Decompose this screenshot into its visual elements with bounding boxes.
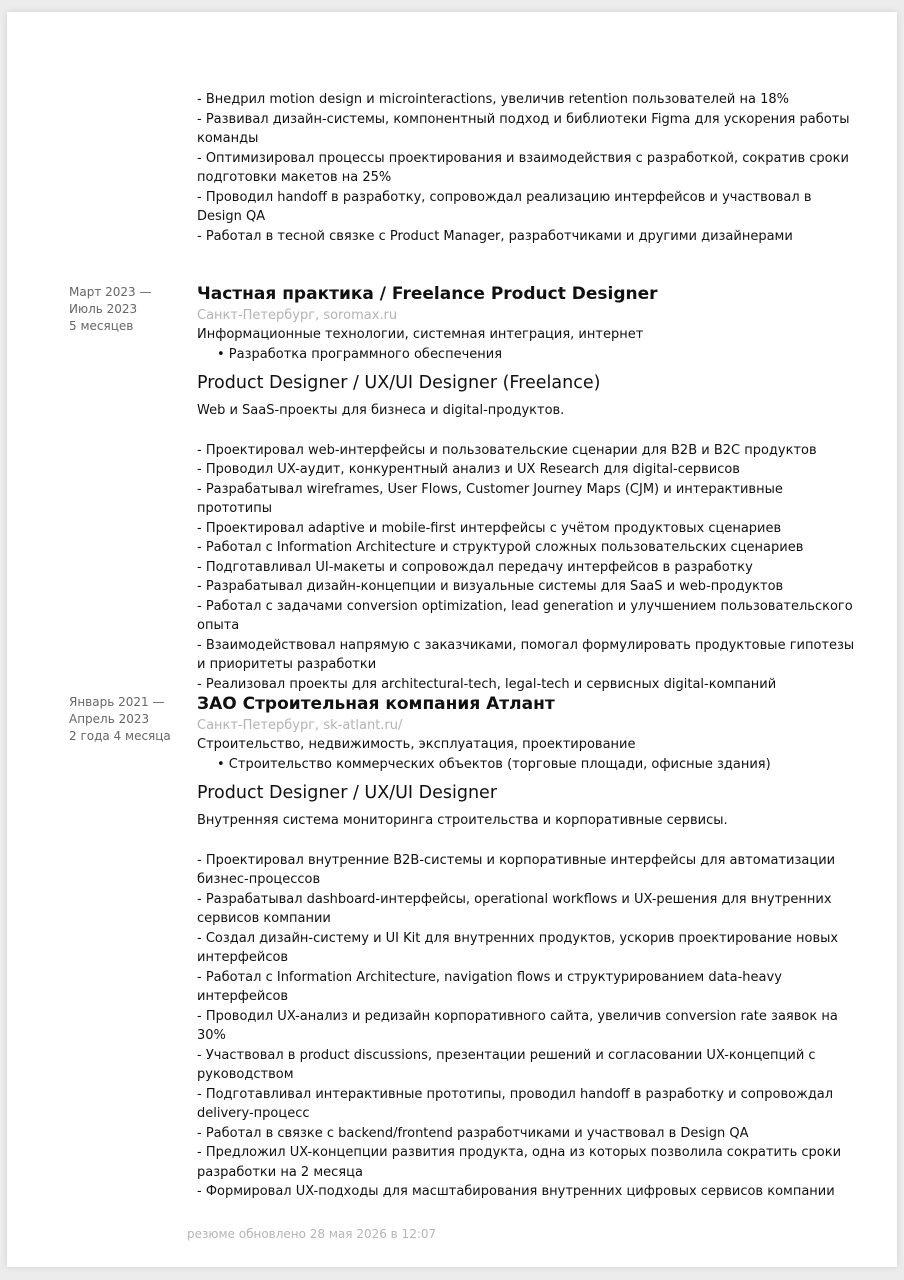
bullet: - Работал в тесной связке с Product Manager, разработчиками и другими дизайнерами xyxy=(197,228,793,244)
company-site-link[interactable]: soromax.ru xyxy=(323,308,398,323)
updated-footer: резюме обновлено 28 мая 2026 в 12:07 xyxy=(187,1227,437,1241)
industry: Информационные технологии, системная интеграция, интернет xyxy=(197,327,644,342)
company-name: ЗАО Строительная компания Атлант xyxy=(197,694,555,714)
bullet: - Работал с задачами conversion optimization, lead generation и улучшением пользовательского опыта xyxy=(197,598,853,633)
bullet: - Взаимодействовал напрямую с заказчиками, помогал формулировать продуктовые гипотезы и приоритеты разработки xyxy=(197,637,855,672)
city: Санкт-Петербург, xyxy=(197,718,320,733)
job-dates xyxy=(69,284,151,335)
company-name: Частная практика / Freelance Product Designer xyxy=(197,284,658,304)
city: Санкт-Петербург, xyxy=(197,308,320,323)
bullet: - Подготавливал UI-макеты и сопровождал передачу интерфейсов в разработку xyxy=(197,559,753,575)
bullet: - Проводил handoff в разработку, сопровождал реализацию интерфейсов и участвовал в Design QA xyxy=(197,189,812,224)
bullet: - Работал с Information Architecture, navigation flows и структурированием data-heavy интерфейсов xyxy=(197,969,782,1004)
bullet: - Подготавливал интерактивные прототипы, проводил handoff в разработку и сопровождал delivery-процесс xyxy=(197,1086,834,1121)
company-site-link[interactable]: sk-atlant.ru/ xyxy=(323,718,403,733)
previous-job-bullets xyxy=(197,90,857,246)
resume-page xyxy=(7,12,897,1267)
bullet: - Формировал UX-подходы для масштабирования внутренних цифровых сервисов компании xyxy=(197,1184,835,1199)
bullet: - Разрабатывал дизайн-концепции и визуальные системы для SaaS и web-продуктов xyxy=(197,579,784,594)
bullet: - Разрабатывал dashboard-интерфейсы, operational workflows и UX-решения для внутренних сервисов компании xyxy=(197,891,832,926)
bullet: - Работал с Information Architecture и структурой сложных пользовательских сценариев xyxy=(197,540,804,555)
industry: Строительство, недвижимость, эксплуатация, проектирование xyxy=(197,737,636,752)
bullet: - Реализовал проекты для architectural-tech, legal-tech и сервисных digital-компаний xyxy=(197,676,777,692)
job-role: Product Designer / UX/UI Designer xyxy=(197,783,498,803)
job-bullets xyxy=(197,441,857,695)
bullet: - Проектировал adaptive и mobile-first интерфейсы с учётом продуктовых сценариев xyxy=(197,520,782,536)
duration: 2 года 4 месяца xyxy=(69,729,171,743)
bullet: - Оптимизировал процессы проектирования и взаимодействия с разработкой, сократив сроки подготовки макетов на 25% xyxy=(197,150,849,185)
bullet: - Предложил UX-концепции развития продукта, одна из которых позволила сократить сроки разработки на 2 месяца xyxy=(197,1145,842,1180)
bullet: - Создал дизайн-систему и UI Kit для внутренних продуктов, ускорив проектирование новых интерфейсов xyxy=(197,930,839,965)
date-from: Март 2023 — xyxy=(69,285,152,299)
sub-industry: • Строительство коммерческих объектов (торговые площади, офисные здания) xyxy=(217,757,771,772)
bullet: - Разрабатывал wireframes, User Flows, Customer Journey Maps (CJM) и интерактивные прототипы xyxy=(197,481,783,516)
sub-industry: • Разработка программного обеспечения xyxy=(217,347,503,362)
job-dates xyxy=(69,694,171,745)
job-role: Product Designer / UX/UI Designer (Freelance) xyxy=(197,373,601,393)
duration: 5 месяцев xyxy=(69,319,134,333)
bullet: - Участвовал в product discussions, презентации решений и согласовании UX-концепций с руководством xyxy=(197,1047,816,1082)
date-to: Апрель 2023 xyxy=(69,712,150,726)
bullet: - Проектировал внутренние B2B-системы и корпоративные интерфейсы для автоматизации бизнес-процессов xyxy=(197,852,836,887)
bullet: - Проводил UX-анализ и редизайн корпоративного сайта, увеличив conversion rate заявок на 30% xyxy=(197,1008,838,1043)
bullet: - Проводил UX-аудит, конкурентный анализ и UX Research для digital-сервисов xyxy=(197,462,740,477)
job-entry xyxy=(197,693,857,1202)
bullet: - Работал в связке с backend/frontend разработчиками и участвовал в Design QA xyxy=(197,1125,749,1141)
bullet: - Проектировал web-интерфейсы и пользовательские сценарии для B2B и B2C продуктов xyxy=(197,442,817,458)
job-description: Web и SaaS-проекты для бизнеса и digital-продуктов. xyxy=(197,403,565,418)
company-location xyxy=(197,717,857,735)
bullet: - Внедрил motion design и microinteractions, увеличив retention пользователей на 18% xyxy=(197,92,789,107)
job-entry xyxy=(197,283,857,694)
job-description: Внутренняя система мониторинга строительства и корпоративные сервисы. xyxy=(197,813,728,828)
date-from: Январь 2021 — xyxy=(69,695,165,709)
company-location xyxy=(197,307,857,325)
bullet: - Развивал дизайн-системы, компонентный подход и библиотеки Figma для ускорения работы команды xyxy=(197,111,850,146)
date-to: Июль 2023 xyxy=(69,302,138,316)
job-bullets xyxy=(197,851,857,1202)
